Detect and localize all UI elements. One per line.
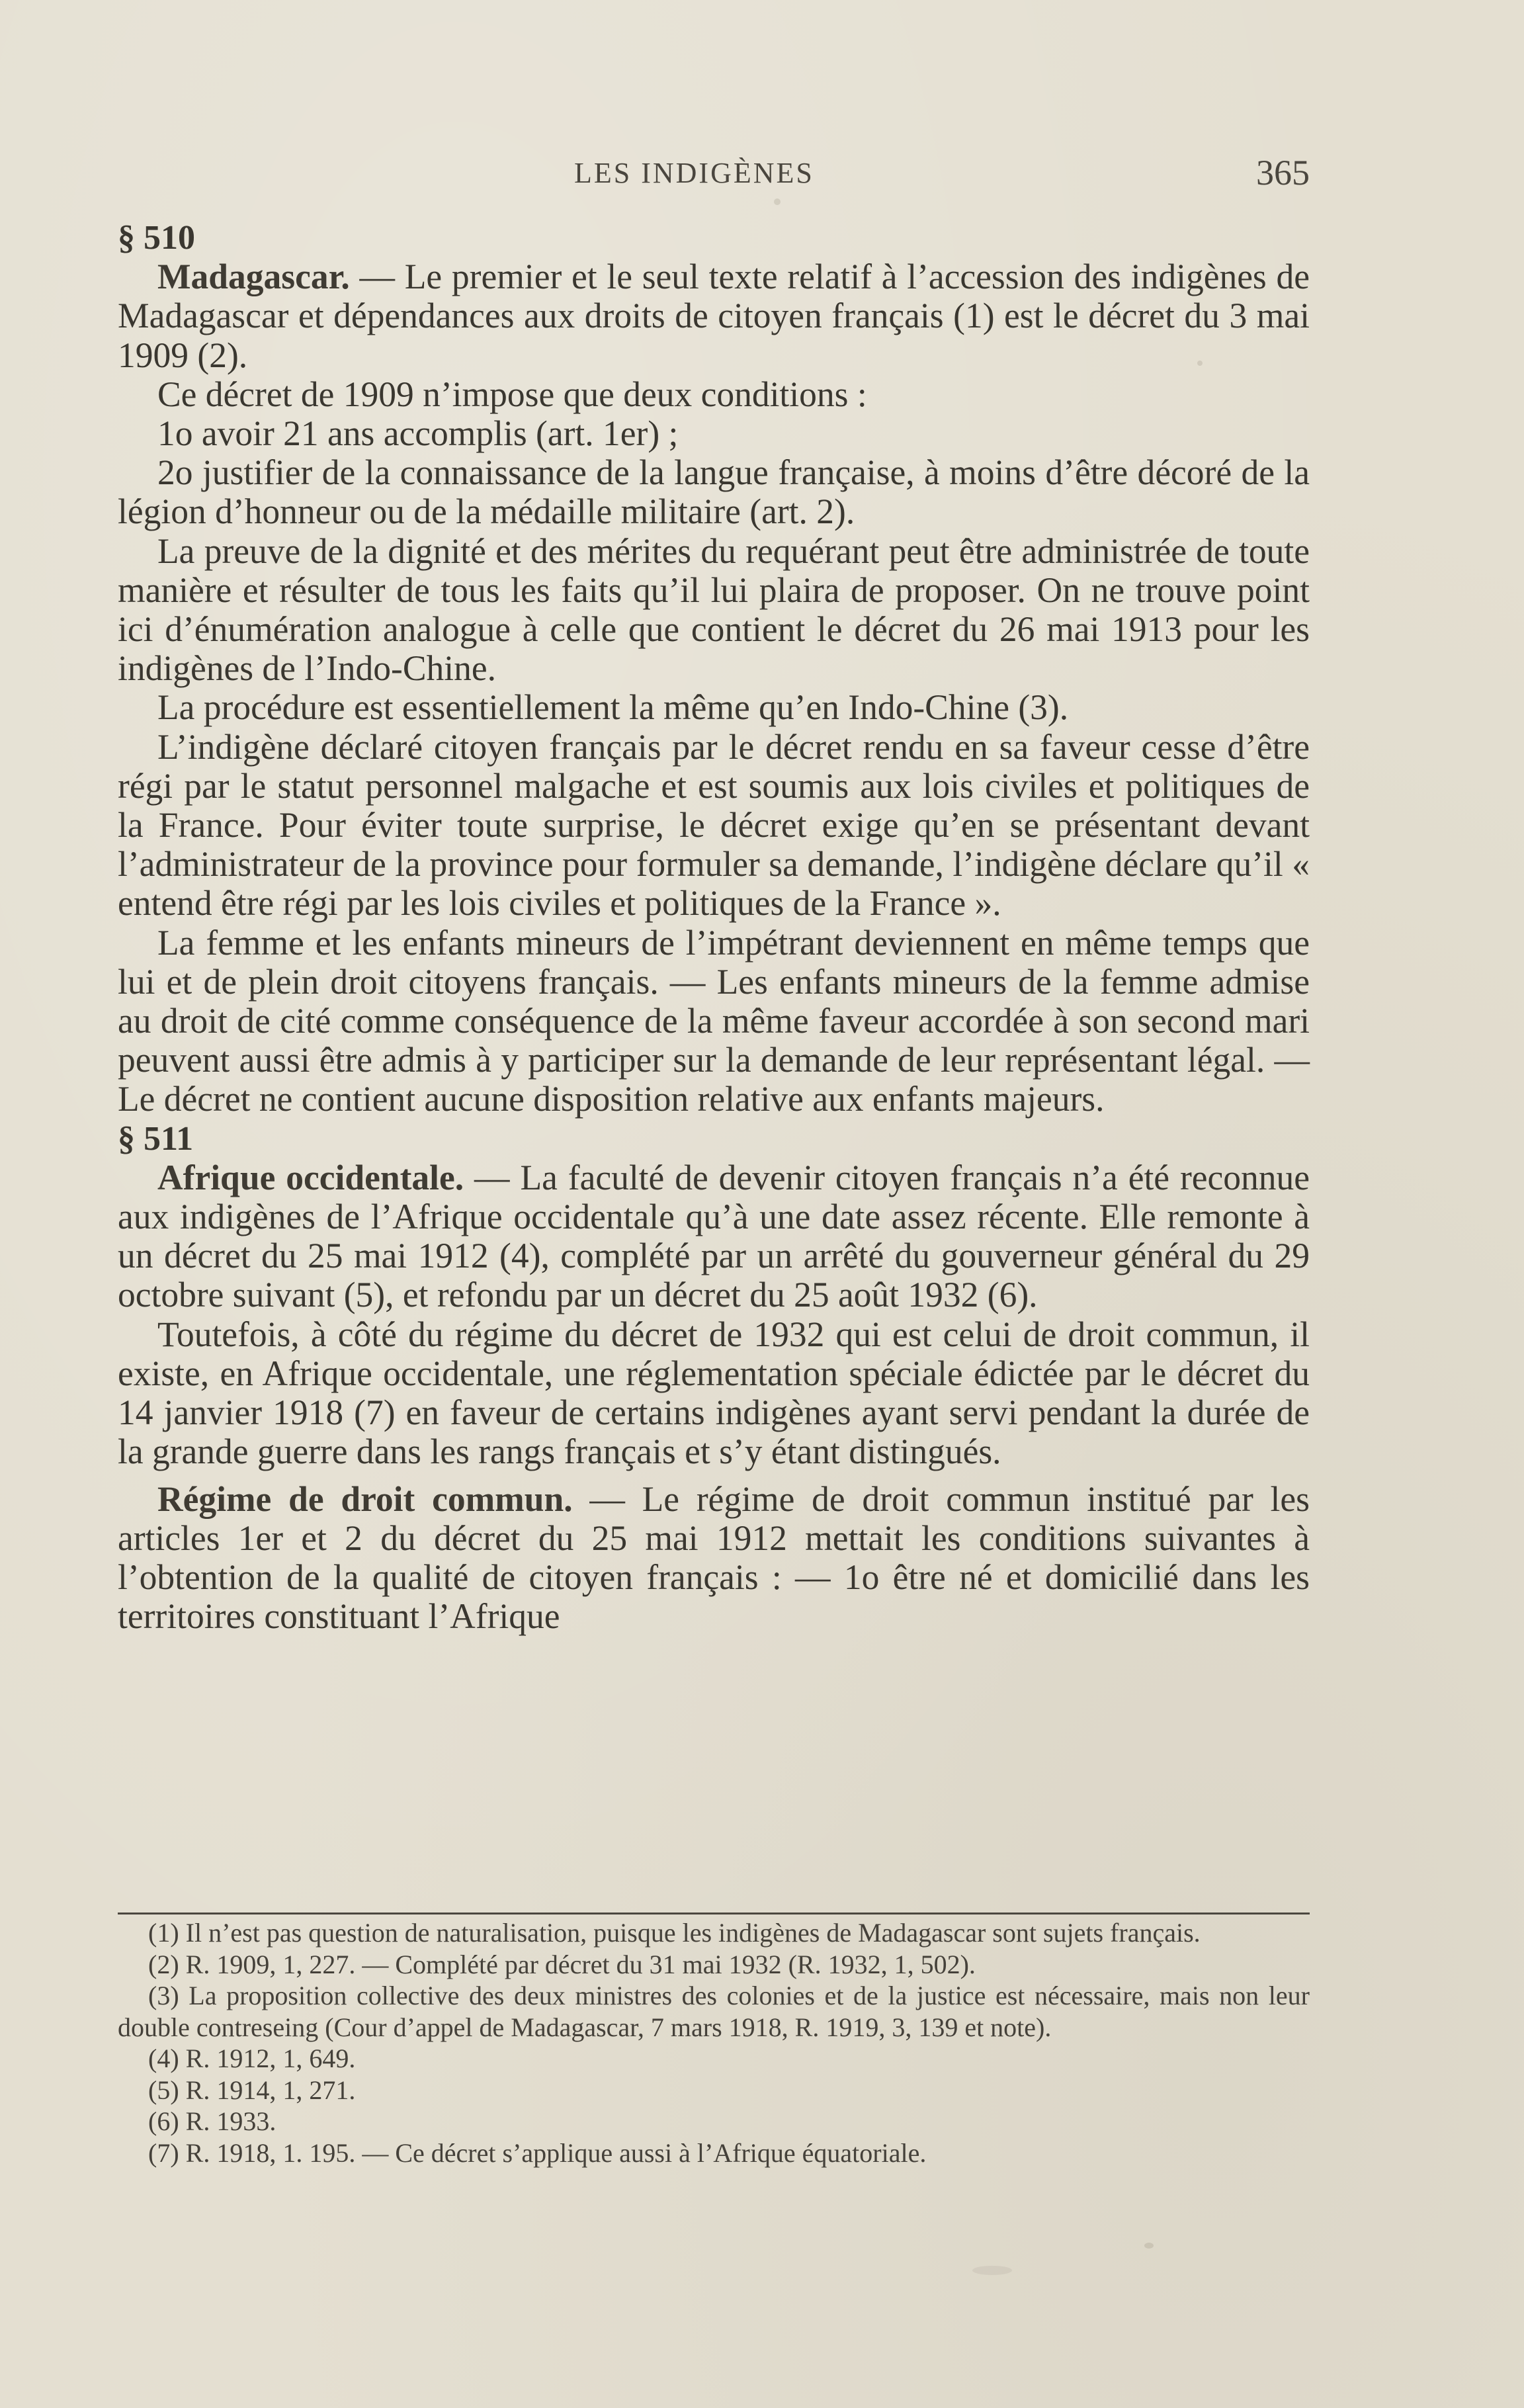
footnote-rule xyxy=(118,1913,1310,1914)
paragraph-text: — Le régime de droit commun institué par les articles 1er et 2 du décret du 25 mai 1912 mettait les conditions suivantes à l’obtention de la qualité de citoyen français : — 1o être né et domicilié dans les territoires constituant l’Afrique xyxy=(118,1479,1310,1637)
footnote: (3) La proposition collective des deux ministres des colonies et de la justice est nécessaire, mais non leur double contreseing (Cour d’appel de Madagascar, 7 mars 1918, R. 1919, 3, 139 et note). xyxy=(118,1981,1310,2042)
paragraph xyxy=(118,1480,1310,1637)
paragraph: L’indigène déclaré citoyen français par le décret rendu en sa faveur cesse d’être régi par le statut personnel malgache et est soumis aux lois civiles et politiques de la France. Pour éviter toute surprise, le décret exige qu’en se présentant devant l’administrateur de la province pour formuler sa demande, l’indigène déclare qu’il « entend être régi par les lois civiles et politiques de la France ». xyxy=(118,726,1310,924)
paragraph: Toutefois, à côté du régime du décret de 1932 qui est celui de droit commun, il existe, en Afrique occidentale, une réglementation spéciale édictée par le décret du 14 janvier 1918 (7) en faveur de certains indigènes ayant servi pendant la durée de la grande guerre dans les rangs français et s’y étant distingués. xyxy=(118,1314,1310,1472)
footnotes xyxy=(118,1917,1310,2169)
footnote: (4) R. 1912, 1, 649. xyxy=(148,2043,356,2073)
paragraph xyxy=(118,1158,1310,1315)
footnote: (5) R. 1914, 1, 271. xyxy=(148,2075,356,2105)
footnote: (6) R. 1933. xyxy=(148,2106,276,2136)
running-head: LES INDIGÈNES xyxy=(574,157,814,189)
paragraph-heading: Madagascar. xyxy=(157,257,350,297)
paragraph: 1o avoir 21 ans accomplis (art. 1er) ; xyxy=(157,413,679,454)
paper-stain xyxy=(1144,2243,1154,2249)
paragraph xyxy=(118,257,1310,375)
paragraph-heading: Régime de droit commun. xyxy=(157,1479,573,1519)
paragraph: La femme et les enfants mineurs de l’impétrant deviennent en même temps que lui et de plein droit citoyens français. — Les enfants mineurs de la femme admise au droit de cité comme conséquence de la même faveur accordée à son second mari peuvent aussi être admis à y participer sur la demande de leur représentant légal. — Le décret ne contient aucune disposition relative aux enfants majeurs. xyxy=(118,922,1310,1119)
paragraph-heading: Afrique occidentale. xyxy=(157,1157,464,1197)
footnote: (1) Il n’est pas question de naturalisation, puisque les indigènes de Madagascar sont sujets français. xyxy=(148,1918,1201,1948)
section-title: § 510 xyxy=(118,219,195,257)
footnote: (2) R. 1909, 1, 227. — Complété par décret du 31 mai 1932 (R. 1932, 1, 502). xyxy=(148,1949,976,1979)
paragraph: Ce décret de 1909 n’impose que deux conditions : xyxy=(157,374,867,414)
page-header xyxy=(118,152,1310,198)
paragraph-text: — Le premier et le seul texte relatif à l’accession des indigènes de Madagascar et dépendances aux droits de citoyen français (1) est le décret du 3 mai 1909 (2). xyxy=(118,257,1310,375)
paragraph: La procédure est essentiellement la même qu’en Indo-Chine (3). xyxy=(157,687,1069,728)
footnote: (7) R. 1918, 1. 195. — Ce décret s’applique aussi à l’Afrique équatoriale. xyxy=(148,2137,927,2168)
paragraph-text: — La faculté de devenir citoyen français n’a été reconnue aux indigènes de l’Afrique occidentale qu’à une date assez récente. Elle remonte à un décret du 25 mai 1912 (4), complété par un arrêté du gouverneur général du 29 octobre suivant (5), et refondu par un décret du 25 août 1932 (6). xyxy=(118,1157,1310,1315)
paragraph: 2o justifier de la connaissance de la langue française, à moins d’être décoré de la légion d’honneur ou de la médaille militaire (art. 2). xyxy=(118,452,1310,532)
paragraph: La preuve de la dignité et des mérites du requérant peut être administrée de toute manière et résulter de tous les faits qu’il lui plaira de proposer. On ne trouve point ici d’énumération analogue à celle que contient le décret du 26 mai 1913 pour les indigènes de l’Indo-Chine. xyxy=(118,531,1310,689)
page-number: 365 xyxy=(1256,153,1310,193)
body-text xyxy=(118,218,1310,1636)
paper-stain xyxy=(972,2266,1012,2275)
paper-stain xyxy=(774,198,781,205)
section-title: § 511 xyxy=(118,1119,194,1158)
